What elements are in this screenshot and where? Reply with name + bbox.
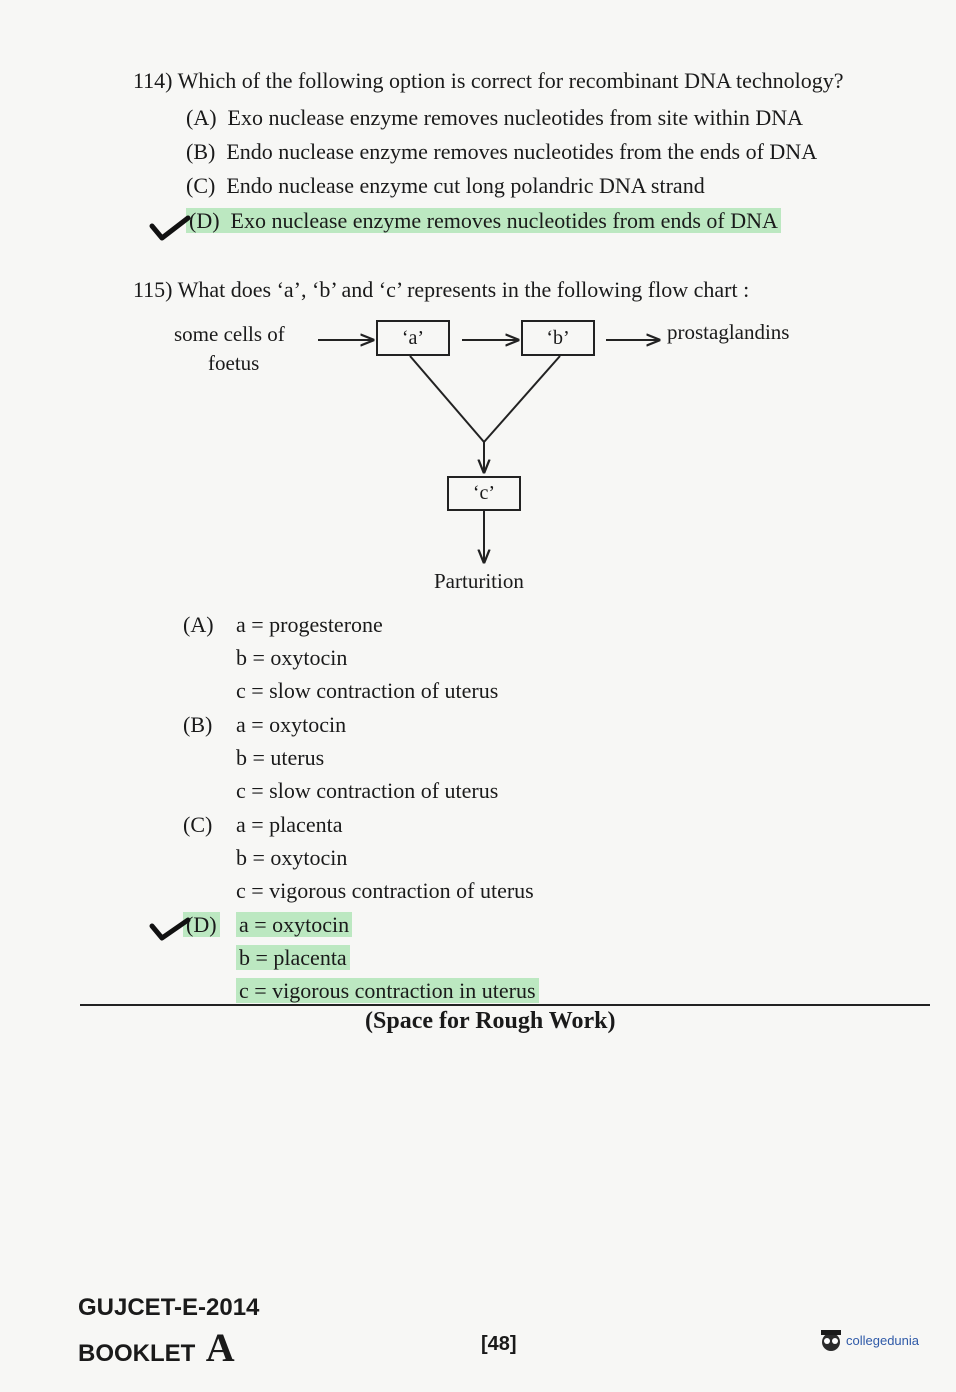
option-label: (A)	[186, 105, 217, 130]
option-text: Exo nuclease enzyme removes nucleotides from ends of DNA	[230, 208, 778, 233]
flow-end-label: prostaglandins	[667, 320, 790, 344]
collegedunia-logo	[818, 1328, 919, 1352]
exam-code: GUJCET-E-2014	[78, 1294, 260, 1321]
flow-start-line2: foetus	[208, 351, 260, 375]
q115-answer-tick-icon	[148, 912, 192, 946]
option-label: (B)	[186, 139, 216, 164]
flow-result-label: Parturition	[434, 569, 524, 593]
mascot-icon	[818, 1328, 844, 1352]
option-text: Endo nuclease enzyme cut long polandric DNA strand	[226, 173, 705, 198]
page-number: [48]	[481, 1333, 517, 1355]
option-text: Exo nuclease enzyme removes nucleotides from site within DNA	[227, 105, 804, 130]
flow-box-c: ‘c’	[447, 476, 521, 511]
q115-option-c-line-c: c = vigorous contraction of uterus	[236, 878, 534, 903]
rough-work-divider	[80, 1004, 930, 1006]
option-text: Endo nuclease enzyme removes nucleotides from the ends of DNA	[226, 139, 818, 164]
booklet-letter: A	[205, 1325, 235, 1370]
q115-option-d-label: (D)	[183, 912, 220, 938]
q115-option-c-line-b: b = oxytocin	[236, 845, 348, 870]
flow-start-line1: some cells of	[174, 322, 285, 346]
q115-option-c-line-a: a = placenta	[236, 812, 343, 837]
q115-option-d-line-a: a = oxytocin	[236, 912, 352, 938]
flow-box-a: ‘a’	[376, 320, 450, 356]
q115-option-a-line-b: b = oxytocin	[236, 645, 348, 670]
q114-stem: 114) Which of the following option is correct for recombinant DNA technology?	[133, 68, 844, 93]
q115-stem: 115) What does ‘a’, ‘b’ and ‘c’ represents in the following flow chart :	[133, 277, 750, 302]
q115-option-c-label: (C)	[183, 812, 213, 837]
option-label: (C)	[186, 173, 216, 198]
q115-option-a-line-c: c = slow contraction of uterus	[236, 678, 499, 703]
booklet-code	[78, 1324, 235, 1371]
q115-option-b-line-c: c = slow contraction of uterus	[236, 778, 499, 803]
logo-text: collegedunia	[846, 1332, 920, 1348]
booklet-label: BOOKLET	[78, 1340, 196, 1367]
q115-option-d-line-c: c = vigorous contraction in uterus	[236, 978, 539, 1004]
flow-box-b: ‘b’	[521, 320, 595, 356]
q115-option-b-line-a: a = oxytocin	[236, 712, 347, 737]
line-b-to-junction	[484, 356, 560, 442]
q115-option-b-label: (B)	[183, 712, 213, 737]
q115-option-a-line-a: a = progesterone	[236, 612, 383, 637]
option-label: (D)	[189, 208, 220, 233]
line-a-to-junction	[410, 356, 484, 442]
q115-option-a-label: (A)	[183, 612, 214, 637]
q115-option-b-line-b: b = uterus	[236, 745, 325, 770]
q115-option-d-line-b: b = placenta	[236, 945, 350, 971]
rough-work-label: (Space for Rough Work)	[365, 1008, 616, 1034]
